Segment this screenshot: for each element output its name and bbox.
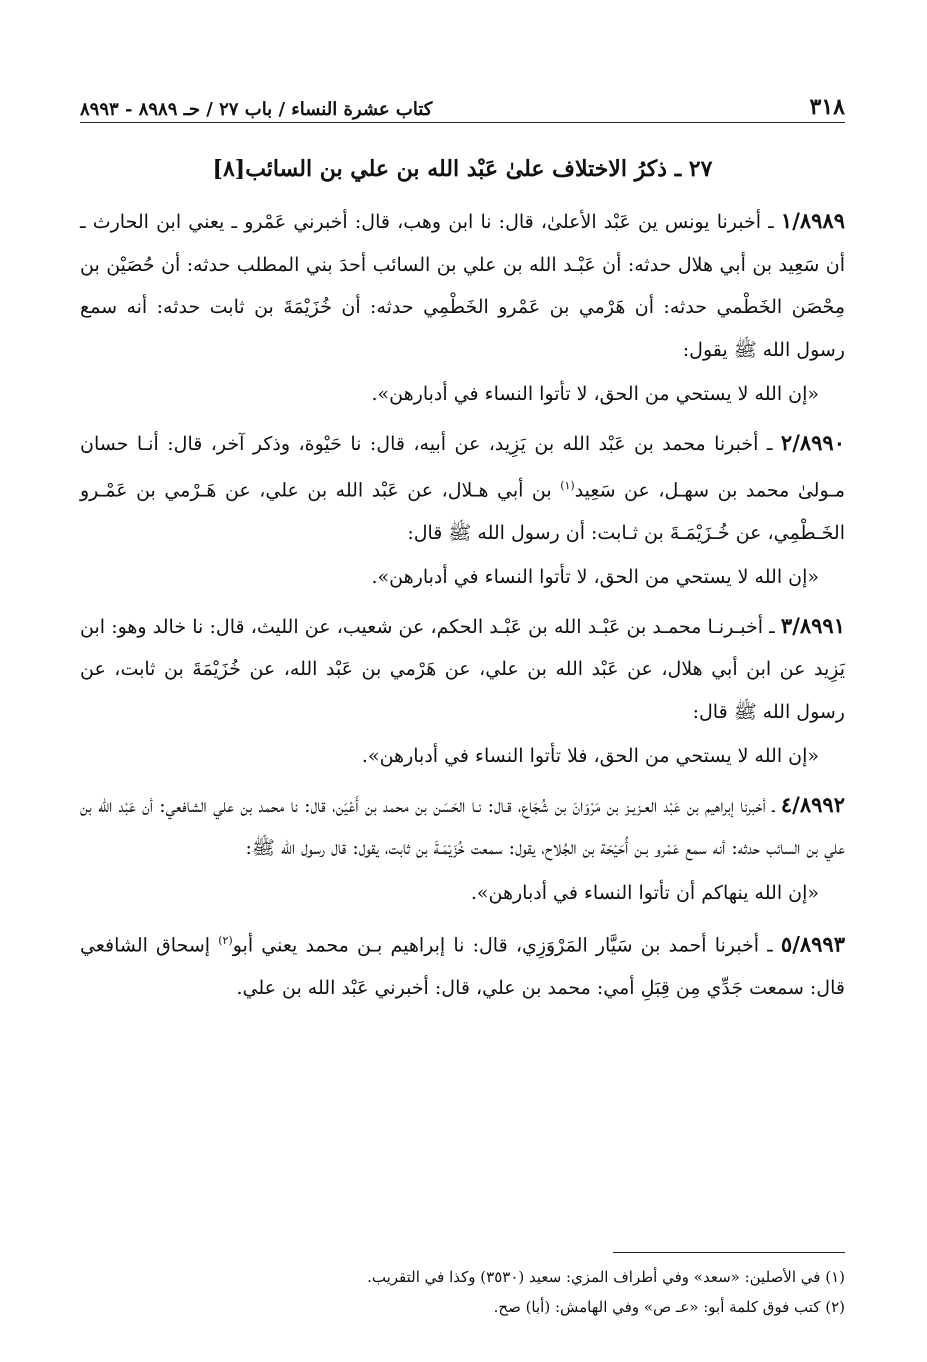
hadith-isnad-cont: إسحاق الشافعي قال: سمعت جَدِّي مِن قِبَلِ أمي: محمد بن علي، قال: أخبرني عَبْد الله بن علي.	[80, 934, 845, 1000]
hadith-isnad: ـ أخبرنا أحمد بن سَيَّار المَرْوَزِي، قال: نا إبراهيم بـن محمد يعني أبو	[232, 934, 773, 957]
footnote-1: (١) في الأصلين: «سعد» وفي أطراف المزي: سعيد (٣٥٣٠) وكذا في التقريب.	[367, 1268, 845, 1286]
hadith-number: ٢/٨٩٩٠	[780, 429, 845, 455]
hadith-number: ٥/٨٩٩٣	[780, 931, 845, 957]
hadith-matn: «إن الله لا يستحي من الحق، لا تأتوا النساء في أدبارهن».	[371, 383, 819, 405]
hadith-number: ٤/٨٩٩٢	[780, 791, 845, 817]
hadith-8989	[80, 200, 845, 371]
footnote-separator	[613, 1252, 845, 1253]
hadith-8990	[80, 422, 845, 555]
hadith-isnad-cont: بن أبي هـلال، عن عَبْد الله بن علي، عن هَـرْمي بن عَمْـرو الخَـطْمِي، عن خُـزَيْمَـةَ بن ثـابت: أن رسول الله ﷺ قال:	[80, 479, 845, 544]
hadith-matn: «إن الله ينهاكم أن تأتوا النساء في أدبارهن».	[470, 881, 819, 904]
hadith-number: ١/٨٩٨٩	[780, 208, 845, 233]
footnote-ref-2[interactable]: (٢)	[218, 934, 233, 948]
footnote-ref-1[interactable]: (١)	[560, 479, 575, 492]
hadith-8993	[80, 920, 845, 1009]
running-title: كتاب عشرة النساء / باب ٢٧ / حـ ٨٩٨٩ - ٨٩٩٣	[80, 99, 433, 120]
hadith-isnad: ـ أخبرنا إبراهيم بن عَبْد العـزيـز بن مَرْوَانَ بن شُجَاع، قـال: نـا الحَسَن بن محمد بن أَعْيَن، قال: نا محمد بن علي الشافعي: أن عَبْد الله بن علي بن السائب حدثه: أنه سمع عَمْرو بـن أُحَيْحَة بن الجُلاح، يقول: سمعت خُزَيْمَـةَ بن ثابت، يقول: قال رسول الله ﷺ:	[80, 794, 845, 860]
hadith-matn: «إن الله لا يستحي من الحق، لا تأتوا النساء في أدبارهن».	[371, 566, 819, 589]
hadith-number: ٣/٨٩٩١	[780, 612, 845, 638]
hadith-matn: «إن الله لا يستحي من الحق، فلا تأتوا النساء في أدبارهن».	[361, 745, 819, 768]
page-number: ٣١٨	[809, 94, 845, 120]
hadith-isnad: ـ أخبرنا يونس ين عَبْد الأعلىٰ، قال: نا ابن وهب، قال: أخبرني عَمْرو ـ يعني ابن الحارث ـ أن سَعِيد بن أبي هلال حدثه: أن عَبْـد الله بن علي بن السائب أحدَ بني المطلب حدثه: أن حُصَيْن بن مِحْصَن الخَطْمي حدثه: أن هَرْمي بن عَمْرو الخَطْمِي حدثه: أن خُزَيْمَةَ بن ثابت حدثه: أنه سمع رسول الله ﷺ يقول:	[80, 211, 845, 361]
hadith-8991	[80, 605, 845, 734]
hadith-isnad: ـ أخبـرنـا محمـد بن عَبْـد الله بن عَبْـد الحكم، عن شعيب، عن الليث، قال: نا خالد وهو: ابن يَزِيد عن ابن أبي هلال، عن عَبْد الله بن علي، عن هَرْمي بن عَبْد الله، عن خُزَيْمَةَ بن ثابت، عن رسول الله ﷺ قال:	[80, 615, 845, 723]
footnote-2: (٢) كتب فوق كلمة أبو: «عـ ص» وفي الهامش: (أبا) صح.	[493, 1298, 845, 1316]
page-header	[80, 86, 845, 123]
footnotes	[80, 1262, 845, 1322]
hadith-isnad: ـ أخبرنا محمد بن عَبْد الله بن يَزِيد، عن أبيه، قال: نا حَيْوة، وذكر آخر، قال: أنـا حسان مـولىٰ محمد بن سهـل، عن سَعِيد	[80, 432, 845, 502]
chapter-heading: ٢٧ ـ ذكرُ الاختلاف علىٰ عَبْد الله بن علي بن السائب[٨]	[212, 156, 713, 182]
hadith-8992	[80, 784, 845, 870]
hadith-body	[80, 200, 845, 1012]
